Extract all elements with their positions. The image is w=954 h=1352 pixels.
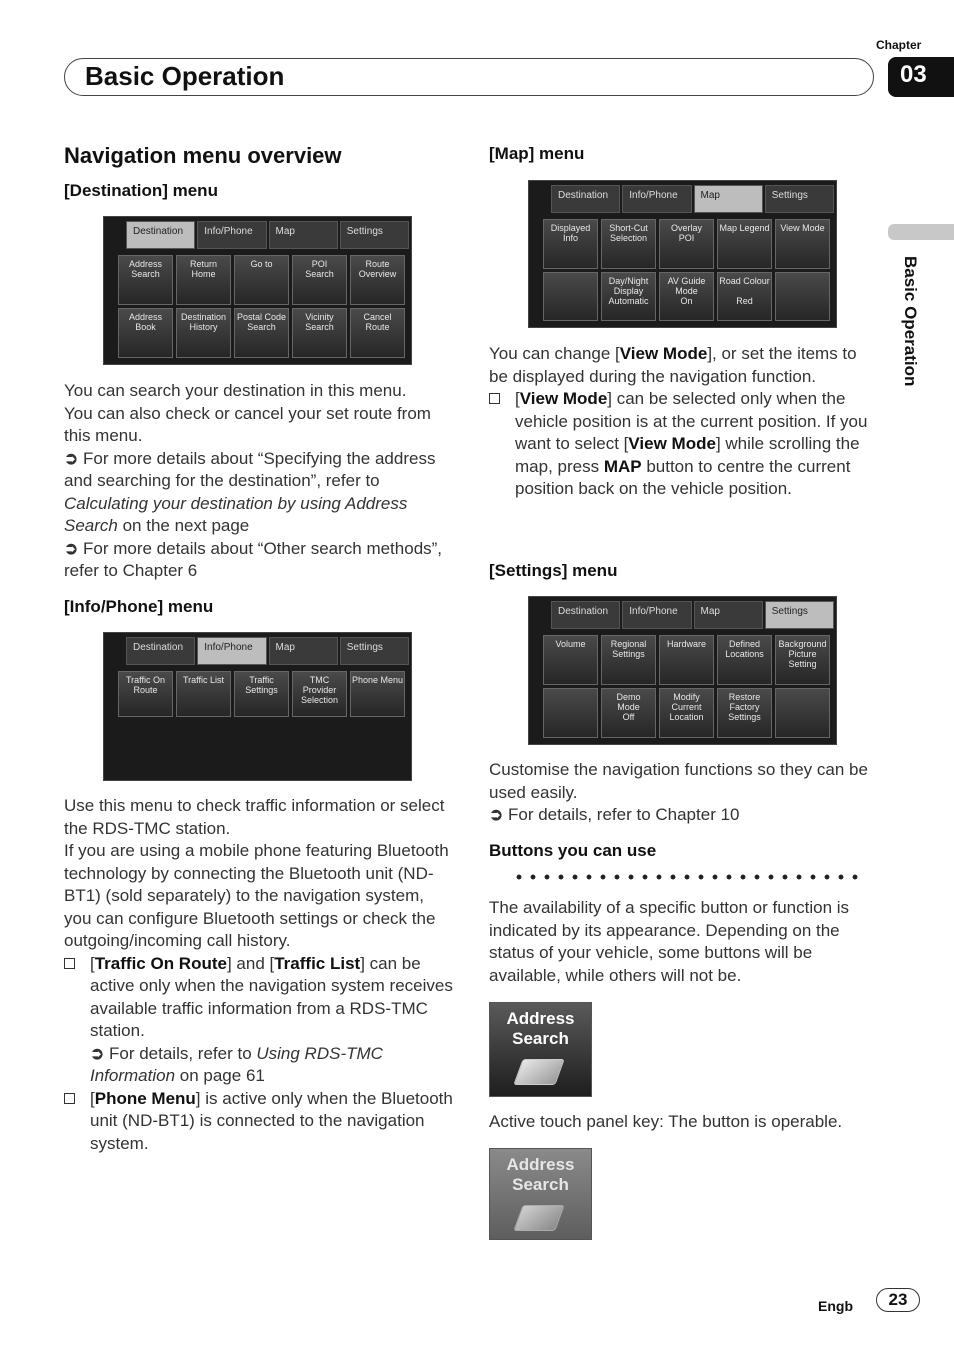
screen-button: Phone Menu xyxy=(350,671,405,717)
screen-tab: Map xyxy=(694,601,763,629)
info-phone-menu-heading: [Info/Phone] menu xyxy=(64,597,214,616)
checkbox-bullet-icon xyxy=(64,1093,75,1104)
screen-tab: Settings xyxy=(340,221,409,249)
screen-button: Cancel Route xyxy=(350,308,405,358)
screen-tab: Info/Phone xyxy=(622,185,691,213)
destination-menu-screen xyxy=(103,216,412,365)
dotted-divider xyxy=(512,872,862,882)
screen-button: View Mode xyxy=(775,219,830,269)
screen-button: Destination History xyxy=(176,308,231,358)
screen-button: TMC Provider Selection xyxy=(292,671,347,717)
screen-button: Modify Current Location xyxy=(659,688,714,738)
screen-button xyxy=(775,272,830,322)
inactive-button-label: Address Search xyxy=(506,1155,575,1194)
screen-button-grid xyxy=(118,671,405,774)
screen-button: Postal Code Search xyxy=(234,308,289,358)
screen-button-grid xyxy=(543,635,830,738)
screen-tabs xyxy=(126,637,409,665)
chapter-title-bar xyxy=(64,58,874,96)
screen-button: Return Home xyxy=(176,255,231,305)
screen-tab: Destination xyxy=(126,221,195,249)
map-menu-heading: [Map] menu xyxy=(489,144,585,163)
settings-menu-heading: [Settings] menu xyxy=(489,561,618,580)
side-label: Basic Operation xyxy=(901,256,920,387)
active-button-sample xyxy=(489,1002,592,1097)
info-phone-p1: Use this menu to check traffic information or select the RDS-TMC station. xyxy=(64,796,445,838)
page-number: 23 xyxy=(876,1288,920,1312)
info-phone-bullet-2: [Phone Menu] is active only when the Bluetooth unit (ND-BT1) is connected to the navigation system. xyxy=(64,1088,456,1156)
screen-tab: Settings xyxy=(765,601,834,629)
settings-description xyxy=(489,759,874,827)
screen-button: Hardware xyxy=(659,635,714,685)
map-p1: You can change [View Mode], or set the items to be displayed during the navigation function. xyxy=(489,344,857,386)
screen-tab: Info/Phone xyxy=(197,637,266,665)
screen-button: Overlay POI xyxy=(659,219,714,269)
screen-tab: Destination xyxy=(126,637,195,665)
screen-button: Road Colour Red xyxy=(717,272,772,322)
map-menu-screen xyxy=(528,180,837,328)
screen-tab: Info/Phone xyxy=(622,601,691,629)
screen-tabs xyxy=(126,221,409,249)
info-phone-description xyxy=(64,795,456,1155)
map-pin-icon xyxy=(513,1205,564,1231)
info-phone-menu-screen xyxy=(103,632,412,781)
screen-button: Displayed Info xyxy=(543,219,598,269)
screen-button-grid xyxy=(118,255,405,358)
screen-button: Short-Cut Selection xyxy=(601,219,656,269)
screen-button: Traffic Settings xyxy=(234,671,289,717)
chapter-label: Chapter xyxy=(876,38,922,52)
info-phone-bullet-1: [Traffic On Route] and [Traffic List] can be active only when the navigation system receives available traffic information from a RDS-TMC station. ➲ For details, refer to Using RDS-TMC Information on page 61 xyxy=(64,953,456,1088)
screen-button: Background Picture Setting xyxy=(775,635,830,685)
arrow-icon: ➲ xyxy=(489,805,504,824)
screen-tab: Info/Phone xyxy=(197,221,266,249)
screen-button xyxy=(775,688,830,738)
destination-ref2: ➲ For more details about “Other search methods”, refer to Chapter 6 xyxy=(64,538,443,580)
screen-button: Defined Locations xyxy=(717,635,772,685)
checkbox-bullet-icon xyxy=(489,393,500,404)
screen-button: Address Search xyxy=(118,255,173,305)
screen-tab: Destination xyxy=(551,185,620,213)
screen-button: AV Guide Mode On xyxy=(659,272,714,322)
screen-button-grid xyxy=(543,219,830,321)
destination-menu-heading: [Destination] menu xyxy=(64,181,218,200)
screen-button: POI Search xyxy=(292,255,347,305)
screen-button: Demo Mode Off xyxy=(601,688,656,738)
screen-tab: Settings xyxy=(765,185,834,213)
settings-menu-screen xyxy=(528,596,837,745)
arrow-icon: ➲ xyxy=(64,538,79,558)
screen-button: Go to xyxy=(234,255,289,305)
destination-p1: You can search your destination in this menu. xyxy=(64,381,407,400)
screen-button: Restore Factory Settings xyxy=(717,688,772,738)
screen-button: Regional Settings xyxy=(601,635,656,685)
screen-tab: Map xyxy=(269,221,338,249)
screen-button: Address Book xyxy=(118,308,173,358)
settings-p1: Customise the navigation functions so they can be used easily. xyxy=(489,760,868,802)
screen-button: Map Legend xyxy=(717,219,772,269)
chapter-number: 03 xyxy=(888,57,954,97)
buttons-heading: Buttons you can use xyxy=(489,841,657,860)
checkbox-bullet-icon xyxy=(64,958,75,969)
screen-tabs xyxy=(551,601,834,629)
screen-button xyxy=(543,688,598,738)
screen-button: Traffic List xyxy=(176,671,231,717)
footer-language: Engb xyxy=(818,1298,853,1314)
chapter-title: Basic Operation xyxy=(85,61,285,91)
destination-ref1: ➲ For more details about “Specifying the address and searching for the destination”, refer to Calculating your destination by using Address Search on the next page xyxy=(64,448,436,535)
arrow-icon: ➲ xyxy=(90,1043,105,1063)
inactive-button-sample xyxy=(489,1148,592,1240)
side-tab-marker xyxy=(888,224,954,240)
screen-tabs xyxy=(551,185,834,213)
screen-button xyxy=(543,272,598,322)
screen-tab: Map xyxy=(269,637,338,665)
destination-description xyxy=(64,380,454,583)
map-bullet: [View Mode] can be selected only when the vehicle position is at the current position. If you want to select [View Mode] while scrolling the map, press MAP button to centre the current position back on the vehicle position. xyxy=(489,388,874,501)
info-phone-p2: If you are using a mobile phone featuring Bluetooth technology by connecting the Bluetooth unit (ND-BT1) (sold separately) to the navigation system, you can configure Bluetooth settings or check the outgoing/incoming call history. xyxy=(64,841,449,950)
map-pin-icon xyxy=(513,1059,564,1085)
arrow-icon: ➲ xyxy=(64,448,79,468)
screen-button: Volume xyxy=(543,635,598,685)
active-caption: Active touch panel key: The button is operable. xyxy=(489,1112,843,1131)
screen-tab: Map xyxy=(694,185,763,213)
section-title: Navigation menu overview xyxy=(64,143,342,168)
screen-button: Traffic On Route xyxy=(118,671,173,717)
screen-button: Vicinity Search xyxy=(292,308,347,358)
destination-p2: You can also check or cancel your set route from this menu. xyxy=(64,403,431,445)
screen-tab: Settings xyxy=(340,637,409,665)
buttons-description: The availability of a specific button or function is indicated by its appearance. Depending on the status of your vehicle, some buttons will be available, while others will not be. xyxy=(489,898,850,985)
screen-button: Route Overview xyxy=(350,255,405,305)
screen-tab: Destination xyxy=(551,601,620,629)
active-button-label: Address Search xyxy=(506,1009,575,1048)
screen-button: Day/Night Display Automatic xyxy=(601,272,656,322)
settings-ref: ➲ For details, refer to Chapter 10 xyxy=(489,805,740,824)
map-description xyxy=(489,343,874,501)
